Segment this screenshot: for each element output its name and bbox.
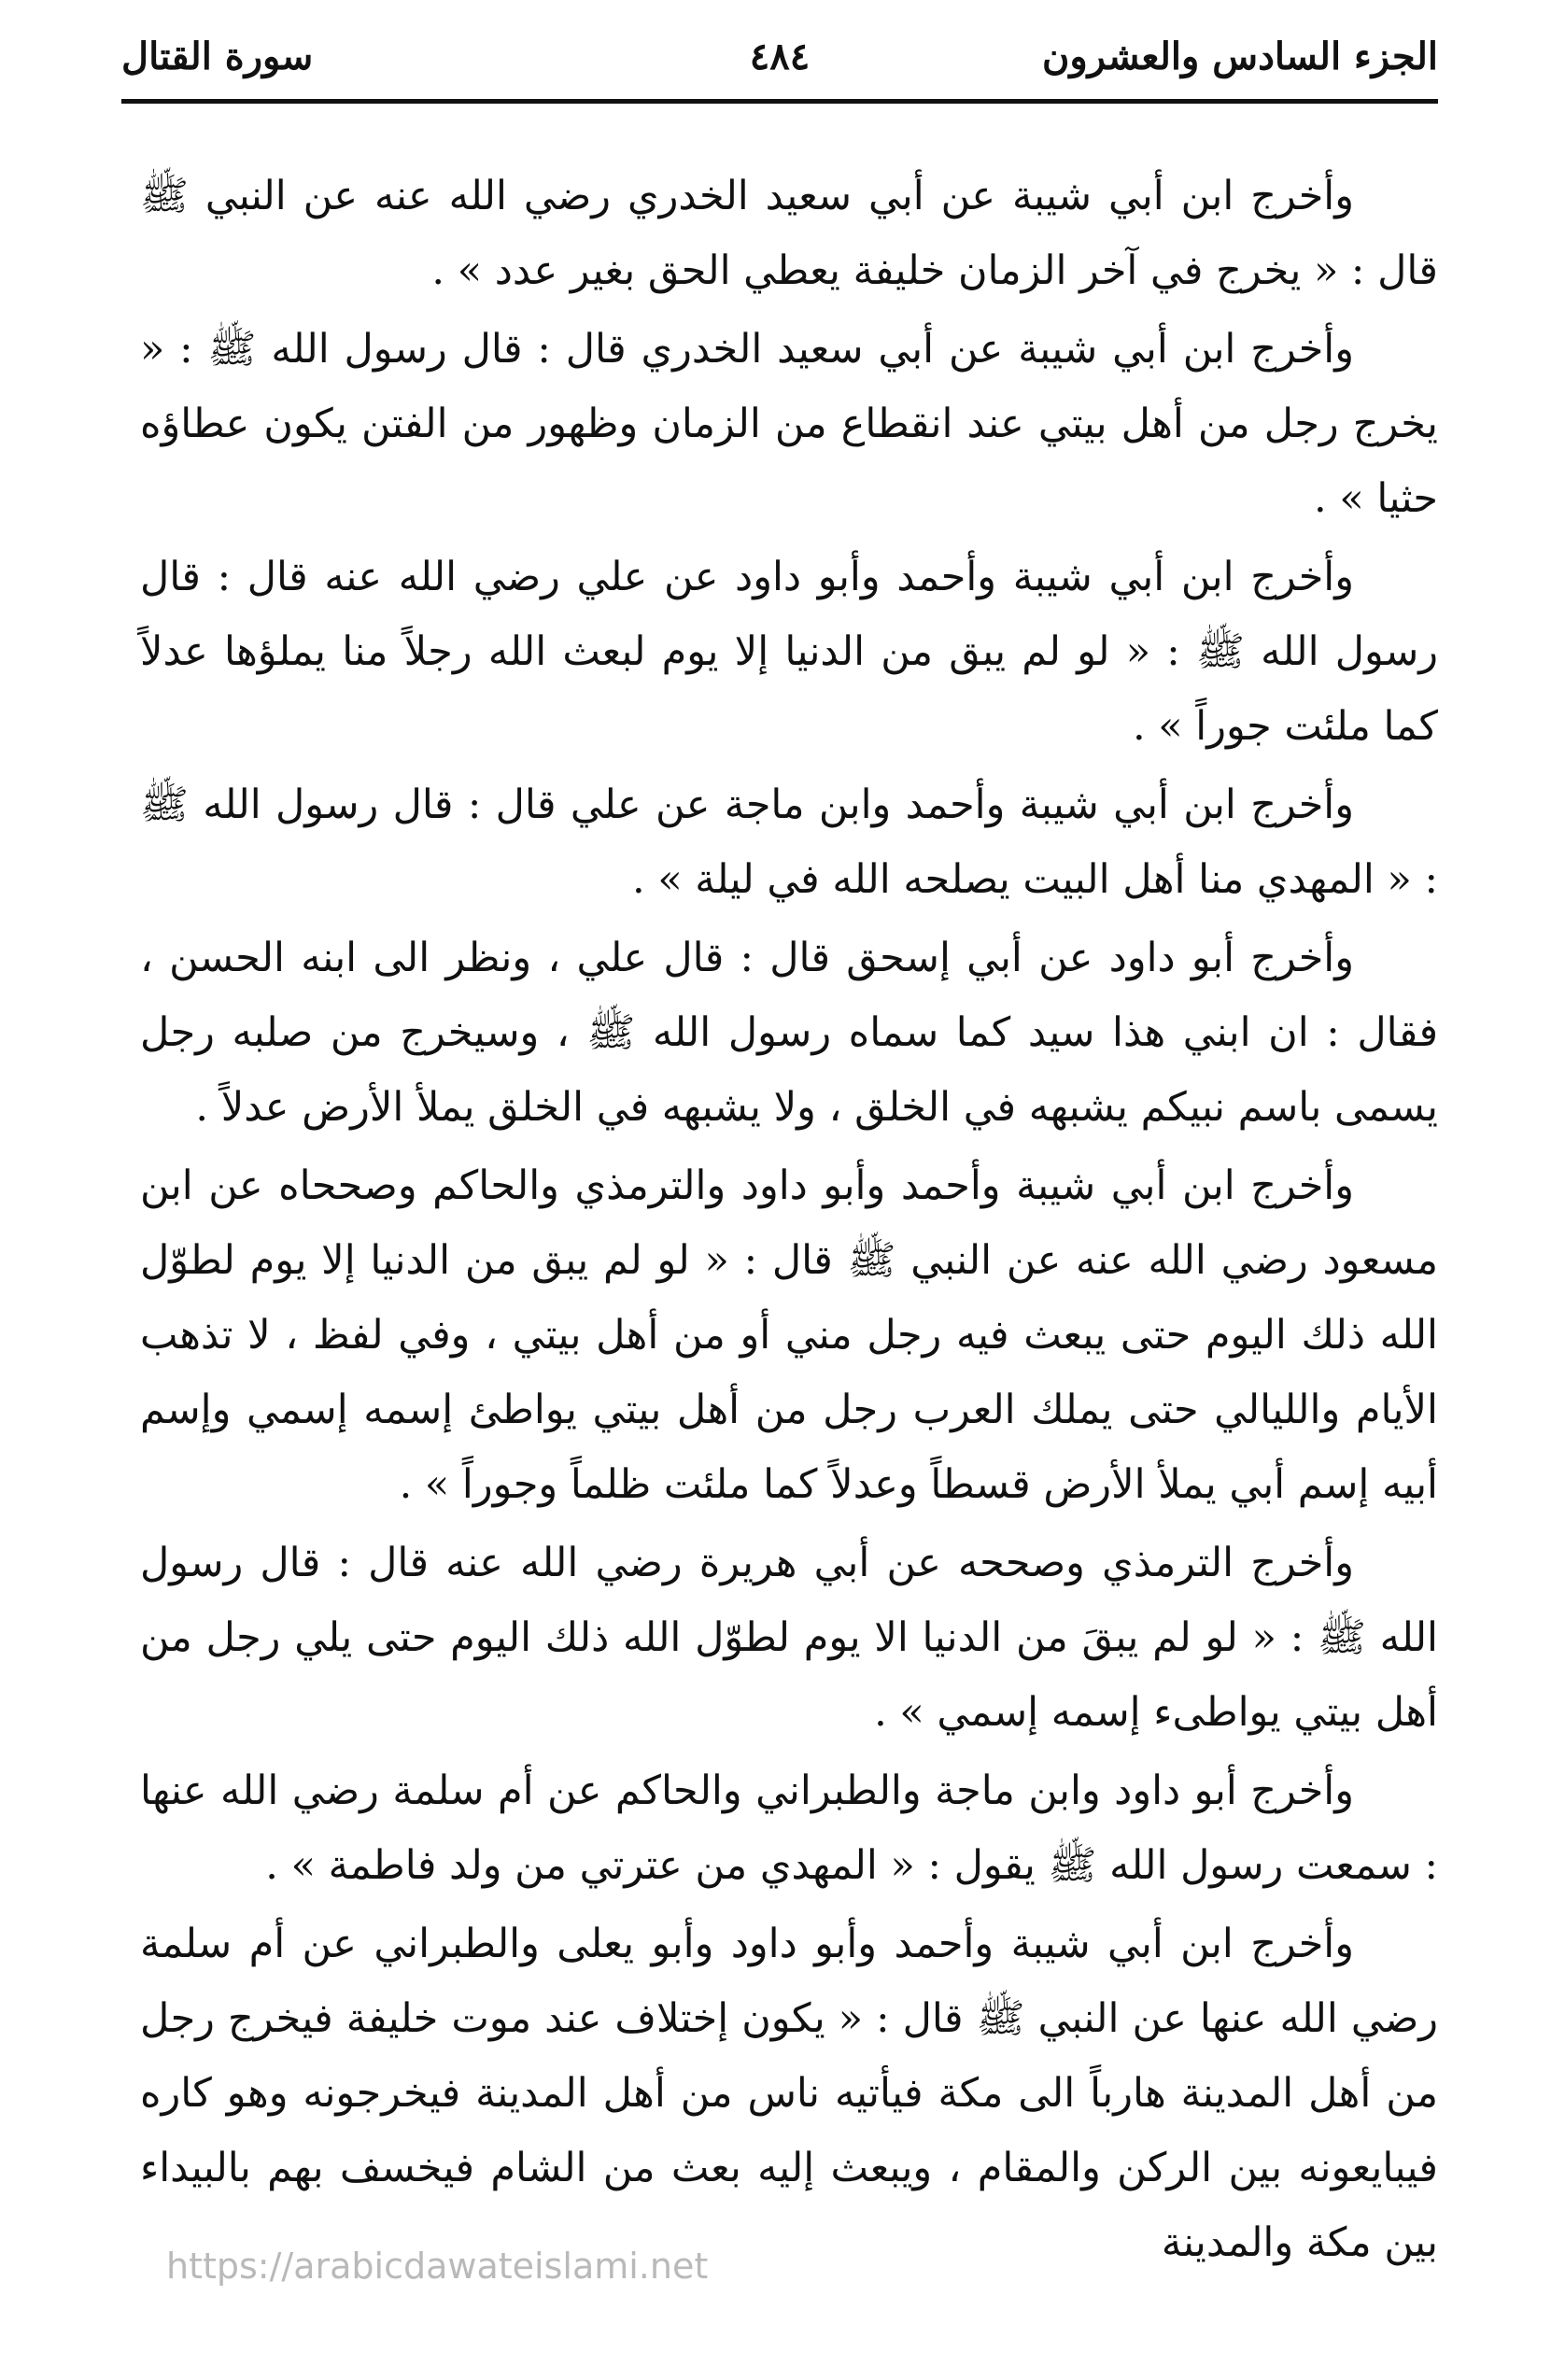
paragraph: وأخرج ابن أبي شيبة وأحمد وأبو داود وأبو يعلى والطبراني عن أم سلمة رضي الله عنها عن النبي ﷺ قال : « يكون إختلاف عند موت خليفة فيخرج رجل من أهل المدينة هارباً الى مكة فيأتيه ناس من أهل المدينة فيخرجونه وهو كاره فيبايعونه بين الركن والمقام ، ويبعث إليه بعث من الشام فيخسف بهم بالبيداء بين مكة والمدينة (140, 1921, 1438, 2266)
paragraph: وأخرج ابن أبي شيبة عن أبي سعيد الخدري قال : قال رسول الله ﷺ : « يخرج رجل من أهل بيتي عند انقطاع من الزمان وظهور من الفتن يكون عطاؤه حثيا » . (140, 326, 1438, 522)
paragraph: وأخرج الترمذي وصححه عن أبي هريرة رضي الله عنه قال : قال رسول الله ﷺ : « لو لم يبقَ من الدنيا الا يوم لطوّل الله ذلك اليوم حتى يلي رجل من أهل بيتي يواطىء إسمه إسمي » . (140, 1540, 1438, 1736)
part-title: الجزء السادس والعشرون (1041, 35, 1438, 78)
paragraph: وأخرج ابن أبي شيبة وأحمد وأبو داود عن علي رضي الله عنه قال : قال رسول الله ﷺ : « لو لم يبق من الدنيا إلا يوم لبعث الله رجلاً منا يملؤها عدلاً كما ملئت جوراً » . (140, 554, 1438, 750)
header-rule (121, 99, 1438, 104)
paragraph: وأخرج ابن أبي شيبة عن أبي سعيد الخدري رضي الله عنه عن النبي ﷺ قال : « يخرج في آخر الزمان خليفة يعطي الحق بغير عدد » . (140, 173, 1438, 294)
page-header (121, 19, 1438, 95)
paragraph: وأخرج ابن أبي شيبة وأحمد وأبو داود والترمذي والحاكم وصححاه عن ابن مسعود رضي الله عنه عن النبي ﷺ قال : « لو لم يبق من الدنيا إلا يوم لطوّل الله ذلك اليوم حتى يبعث فيه رجل مني أو من أهل بيتي ، وفي لفظ ، لا تذهب الأيام والليالي حتى يملك العرب رجل من أهل بيتي يواطئ إسمه إسمي وإسم أبيه إسم أبي يملأ الأرض قسطاً وعدلاً كما ملئت ظلماً وجوراً » . (140, 1162, 1438, 1508)
paragraph: وأخرج أبو داود عن أبي إسحق قال : قال علي ، ونظر الى ابنه الحسن ، فقال : ان ابني هذا سيد كما سماه رسول الله ﷺ ، وسيخرج من صلبه رجل يسمى باسم نبيكم يشبهه في الخلق ، ولا يشبهه في الخلق يملأ الأرض عدلاً . (140, 935, 1438, 1131)
paragraph: وأخرج أبو داود وابن ماجة والطبراني والحاكم عن أم سلمة رضي الله عنها : سمعت رسول الله ﷺ يقول : « المهدي من عترتي من ولد فاطمة » . (140, 1767, 1438, 1889)
watermark-url: https://arabicdawateislami.net (166, 2246, 709, 2287)
paragraph: وأخرج ابن أبي شيبة وأحمد وابن ماجة عن علي قال : قال رسول الله ﷺ : « المهدي منا أهل البيت يصلحه الله في ليلة » . (140, 782, 1438, 903)
page-body (140, 159, 1438, 2284)
surah-title: سورة القتال (121, 35, 314, 78)
page-number: ٤٨٤ (749, 35, 811, 78)
